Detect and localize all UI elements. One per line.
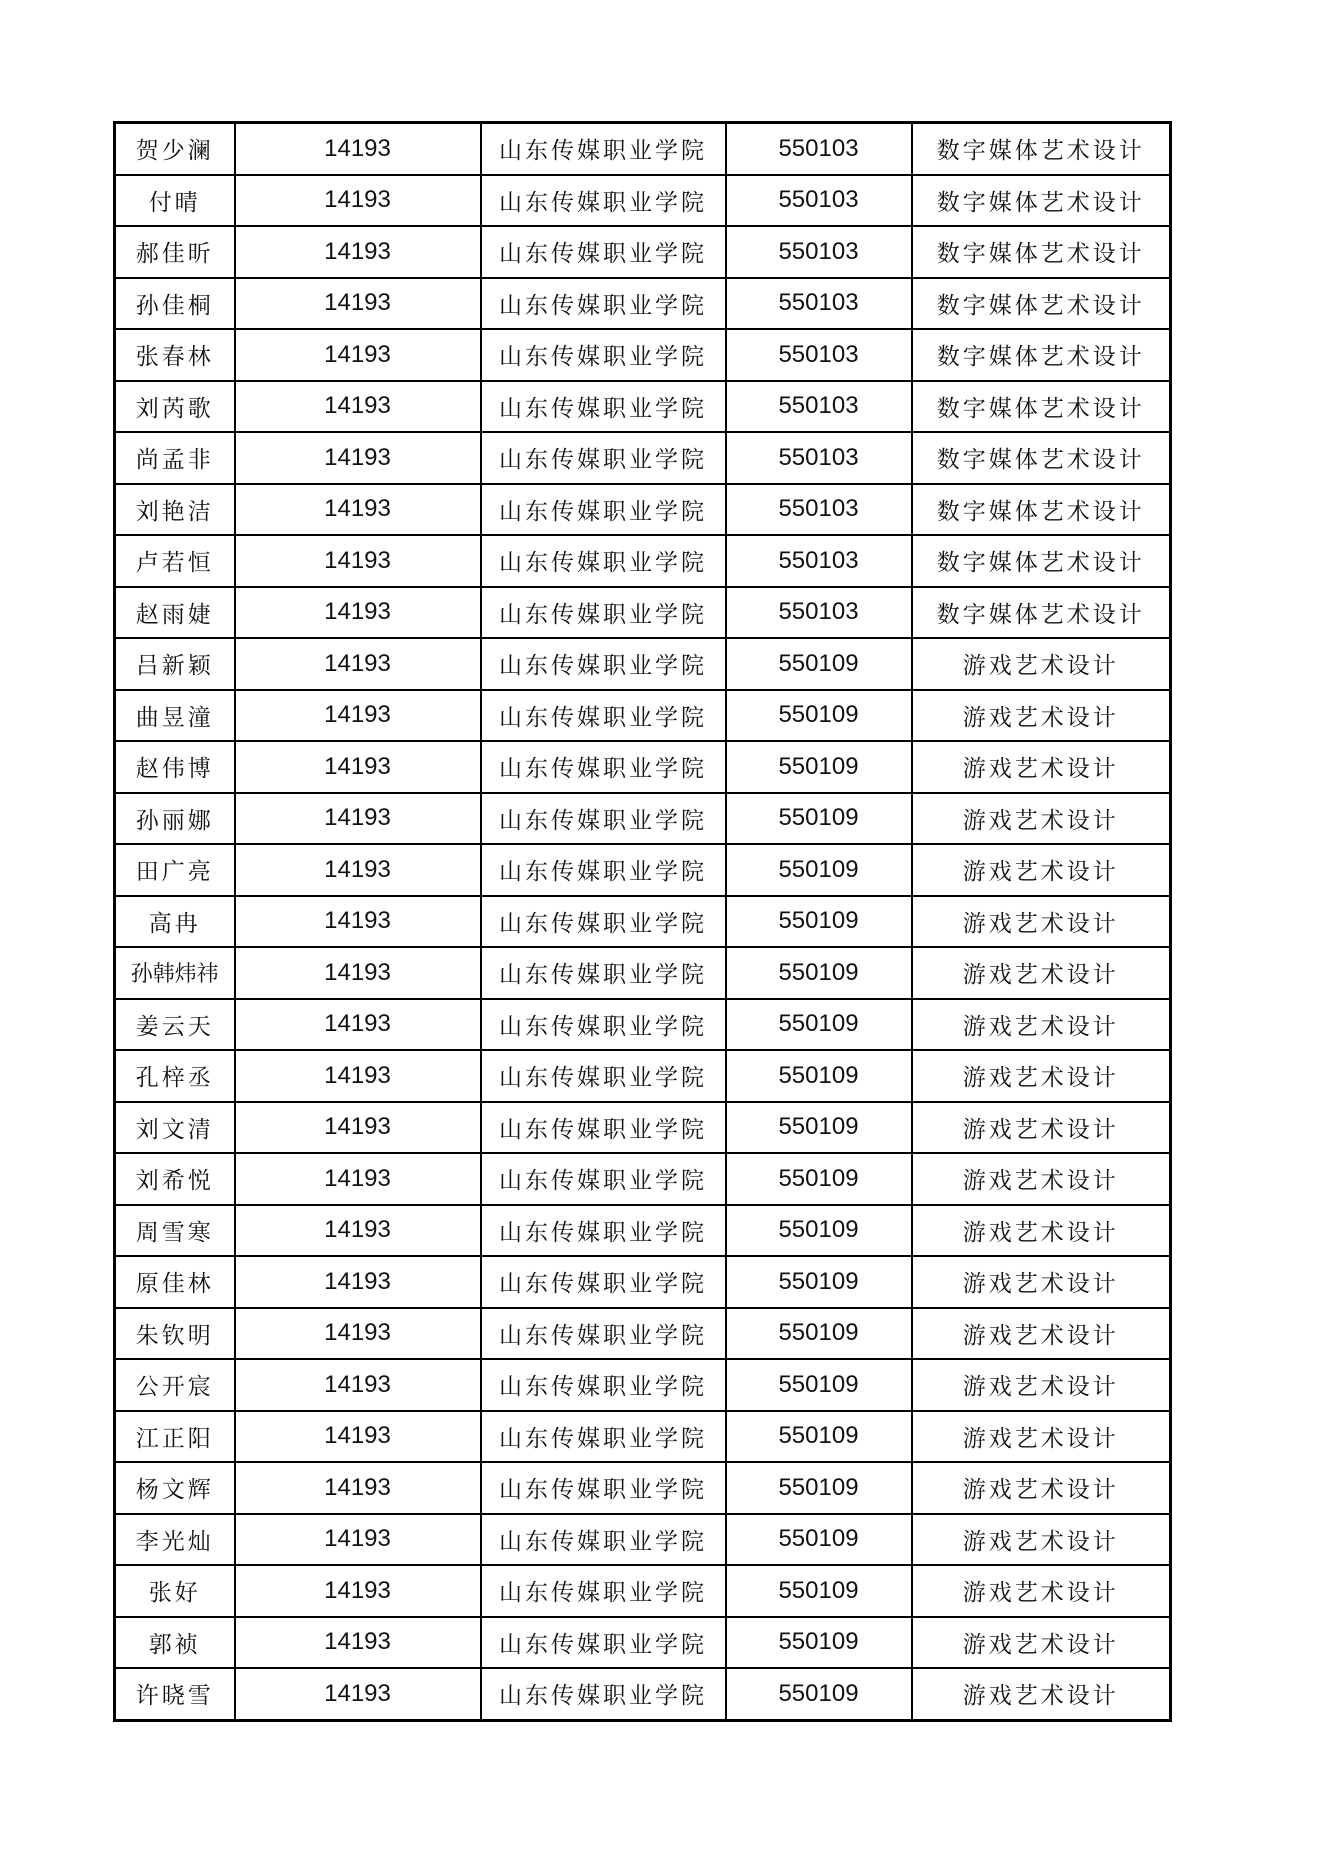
major-name-cell: 数字媒体艺术设计 bbox=[912, 329, 1171, 381]
school-name-cell: 山东传媒职业学院 bbox=[481, 1565, 726, 1617]
student-name-cell: 孙丽娜 bbox=[115, 793, 235, 845]
table-row bbox=[115, 1617, 1171, 1669]
major-code-cell: 550109 bbox=[726, 1668, 912, 1720]
school-name-cell: 山东传媒职业学院 bbox=[481, 1514, 726, 1566]
school-code-cell: 14193 bbox=[235, 947, 481, 999]
major-name-cell: 游戏艺术设计 bbox=[912, 999, 1171, 1051]
school-code-cell: 14193 bbox=[235, 1565, 481, 1617]
major-name-cell: 游戏艺术设计 bbox=[912, 793, 1171, 845]
school-code-cell: 14193 bbox=[235, 741, 481, 793]
major-name-cell: 游戏艺术设计 bbox=[912, 1256, 1171, 1308]
school-code-cell: 14193 bbox=[235, 1411, 481, 1463]
table-row bbox=[115, 587, 1171, 639]
school-name-cell: 山东传媒职业学院 bbox=[481, 226, 726, 278]
major-code-cell: 550109 bbox=[726, 638, 912, 690]
school-name-cell: 山东传媒职业学院 bbox=[481, 484, 726, 536]
major-name-cell: 游戏艺术设计 bbox=[912, 1050, 1171, 1102]
major-code-cell: 550109 bbox=[726, 1514, 912, 1566]
school-code-cell: 14193 bbox=[235, 278, 481, 330]
major-code-cell: 550109 bbox=[726, 896, 912, 948]
major-code-cell: 550109 bbox=[726, 999, 912, 1051]
table-row bbox=[115, 1462, 1171, 1514]
student-name-cell: 原佳林 bbox=[115, 1256, 235, 1308]
school-code-cell: 14193 bbox=[235, 381, 481, 433]
school-name-cell: 山东传媒职业学院 bbox=[481, 947, 726, 999]
student-name-cell: 刘希悦 bbox=[115, 1153, 235, 1205]
student-name-cell: 赵雨婕 bbox=[115, 587, 235, 639]
school-name-cell: 山东传媒职业学院 bbox=[481, 1617, 726, 1669]
school-name-cell: 山东传媒职业学院 bbox=[481, 1668, 726, 1720]
major-name-cell: 数字媒体艺术设计 bbox=[912, 226, 1171, 278]
major-code-cell: 550109 bbox=[726, 844, 912, 896]
student-name-cell: 刘文清 bbox=[115, 1102, 235, 1154]
major-name-cell: 游戏艺术设计 bbox=[912, 1514, 1171, 1566]
school-name-cell: 山东传媒职业学院 bbox=[481, 793, 726, 845]
school-name-cell: 山东传媒职业学院 bbox=[481, 381, 726, 433]
roster-table-body bbox=[115, 123, 1171, 1721]
major-name-cell: 游戏艺术设计 bbox=[912, 1359, 1171, 1411]
student-name-cell: 吕新颖 bbox=[115, 638, 235, 690]
table-row bbox=[115, 1050, 1171, 1102]
major-name-cell: 游戏艺术设计 bbox=[912, 844, 1171, 896]
school-name-cell: 山东传媒职业学院 bbox=[481, 1050, 726, 1102]
school-code-cell: 14193 bbox=[235, 1617, 481, 1669]
major-code-cell: 550109 bbox=[726, 1411, 912, 1463]
major-code-cell: 550109 bbox=[726, 1359, 912, 1411]
school-code-cell: 14193 bbox=[235, 896, 481, 948]
student-roster-table bbox=[113, 121, 1172, 1722]
major-code-cell: 550109 bbox=[726, 947, 912, 999]
school-code-cell: 14193 bbox=[235, 175, 481, 227]
table-row bbox=[115, 844, 1171, 896]
table-row bbox=[115, 1153, 1171, 1205]
major-name-cell: 数字媒体艺术设计 bbox=[912, 123, 1171, 175]
student-name-cell: 姜云天 bbox=[115, 999, 235, 1051]
major-name-cell: 数字媒体艺术设计 bbox=[912, 535, 1171, 587]
school-name-cell: 山东传媒职业学院 bbox=[481, 123, 726, 175]
school-code-cell: 14193 bbox=[235, 226, 481, 278]
school-name-cell: 山东传媒职业学院 bbox=[481, 1359, 726, 1411]
student-name-cell: 周雪寒 bbox=[115, 1205, 235, 1257]
table-row bbox=[115, 1565, 1171, 1617]
table-row bbox=[115, 896, 1171, 948]
student-name-cell: 张好 bbox=[115, 1565, 235, 1617]
table-row bbox=[115, 329, 1171, 381]
major-name-cell: 数字媒体艺术设计 bbox=[912, 432, 1171, 484]
major-code-cell: 550109 bbox=[726, 793, 912, 845]
school-code-cell: 14193 bbox=[235, 1205, 481, 1257]
major-name-cell: 游戏艺术设计 bbox=[912, 1617, 1171, 1669]
major-code-cell: 550109 bbox=[726, 1153, 912, 1205]
major-name-cell: 游戏艺术设计 bbox=[912, 947, 1171, 999]
table-row bbox=[115, 535, 1171, 587]
table-row bbox=[115, 432, 1171, 484]
school-code-cell: 14193 bbox=[235, 484, 481, 536]
student-name-cell: 田广亮 bbox=[115, 844, 235, 896]
major-code-cell: 550109 bbox=[726, 1205, 912, 1257]
school-code-cell: 14193 bbox=[235, 638, 481, 690]
major-name-cell: 游戏艺术设计 bbox=[912, 690, 1171, 742]
major-code-cell: 550103 bbox=[726, 175, 912, 227]
major-code-cell: 550103 bbox=[726, 484, 912, 536]
table-row bbox=[115, 226, 1171, 278]
school-code-cell: 14193 bbox=[235, 1514, 481, 1566]
major-name-cell: 游戏艺术设计 bbox=[912, 638, 1171, 690]
school-name-cell: 山东传媒职业学院 bbox=[481, 896, 726, 948]
school-name-cell: 山东传媒职业学院 bbox=[481, 844, 726, 896]
table-row bbox=[115, 638, 1171, 690]
school-code-cell: 14193 bbox=[235, 1050, 481, 1102]
school-name-cell: 山东传媒职业学院 bbox=[481, 1462, 726, 1514]
school-code-cell: 14193 bbox=[235, 690, 481, 742]
school-code-cell: 14193 bbox=[235, 793, 481, 845]
student-name-cell: 尚孟非 bbox=[115, 432, 235, 484]
student-name-cell: 李光灿 bbox=[115, 1514, 235, 1566]
major-name-cell: 游戏艺术设计 bbox=[912, 896, 1171, 948]
student-name-cell: 孙韩炜祎 bbox=[115, 947, 235, 999]
table-row bbox=[115, 947, 1171, 999]
major-name-cell: 数字媒体艺术设计 bbox=[912, 484, 1171, 536]
student-name-cell: 孔梓丞 bbox=[115, 1050, 235, 1102]
school-code-cell: 14193 bbox=[235, 432, 481, 484]
major-code-cell: 550109 bbox=[726, 690, 912, 742]
student-name-cell: 刘芮歌 bbox=[115, 381, 235, 433]
table-row bbox=[115, 1668, 1171, 1720]
major-code-cell: 550103 bbox=[726, 123, 912, 175]
table-row bbox=[115, 175, 1171, 227]
school-name-cell: 山东传媒职业学院 bbox=[481, 1308, 726, 1360]
student-name-cell: 高冉 bbox=[115, 896, 235, 948]
school-name-cell: 山东传媒职业学院 bbox=[481, 1256, 726, 1308]
major-code-cell: 550103 bbox=[726, 226, 912, 278]
student-name-cell: 曲昱潼 bbox=[115, 690, 235, 742]
table-row bbox=[115, 999, 1171, 1051]
major-code-cell: 550103 bbox=[726, 432, 912, 484]
school-name-cell: 山东传媒职业学院 bbox=[481, 1102, 726, 1154]
student-name-cell: 公开宸 bbox=[115, 1359, 235, 1411]
major-code-cell: 550109 bbox=[726, 1462, 912, 1514]
school-code-cell: 14193 bbox=[235, 1359, 481, 1411]
student-name-cell: 江正阳 bbox=[115, 1411, 235, 1463]
major-name-cell: 数字媒体艺术设计 bbox=[912, 587, 1171, 639]
school-name-cell: 山东传媒职业学院 bbox=[481, 741, 726, 793]
school-code-cell: 14193 bbox=[235, 844, 481, 896]
major-name-cell: 游戏艺术设计 bbox=[912, 1308, 1171, 1360]
major-code-cell: 550109 bbox=[726, 1256, 912, 1308]
table-row bbox=[115, 741, 1171, 793]
major-name-cell: 游戏艺术设计 bbox=[912, 1205, 1171, 1257]
table-row bbox=[115, 278, 1171, 330]
table-row bbox=[115, 123, 1171, 175]
student-name-cell: 刘艳洁 bbox=[115, 484, 235, 536]
major-name-cell: 游戏艺术设计 bbox=[912, 1462, 1171, 1514]
school-code-cell: 14193 bbox=[235, 1308, 481, 1360]
major-name-cell: 游戏艺术设计 bbox=[912, 1668, 1171, 1720]
school-code-cell: 14193 bbox=[235, 123, 481, 175]
major-code-cell: 550103 bbox=[726, 381, 912, 433]
school-name-cell: 山东传媒职业学院 bbox=[481, 1411, 726, 1463]
school-code-cell: 14193 bbox=[235, 535, 481, 587]
school-name-cell: 山东传媒职业学院 bbox=[481, 638, 726, 690]
student-name-cell: 杨文辉 bbox=[115, 1462, 235, 1514]
school-name-cell: 山东传媒职业学院 bbox=[481, 535, 726, 587]
table-row bbox=[115, 1102, 1171, 1154]
school-code-cell: 14193 bbox=[235, 329, 481, 381]
table-row bbox=[115, 484, 1171, 536]
major-name-cell: 数字媒体艺术设计 bbox=[912, 175, 1171, 227]
table-row bbox=[115, 690, 1171, 742]
student-name-cell: 许晓雪 bbox=[115, 1668, 235, 1720]
major-code-cell: 550103 bbox=[726, 535, 912, 587]
school-name-cell: 山东传媒职业学院 bbox=[481, 432, 726, 484]
major-code-cell: 550109 bbox=[726, 741, 912, 793]
major-name-cell: 游戏艺术设计 bbox=[912, 741, 1171, 793]
school-name-cell: 山东传媒职业学院 bbox=[481, 999, 726, 1051]
major-code-cell: 550109 bbox=[726, 1308, 912, 1360]
student-name-cell: 赵伟博 bbox=[115, 741, 235, 793]
table-row bbox=[115, 1256, 1171, 1308]
school-name-cell: 山东传媒职业学院 bbox=[481, 587, 726, 639]
major-name-cell: 数字媒体艺术设计 bbox=[912, 381, 1171, 433]
school-name-cell: 山东传媒职业学院 bbox=[481, 1205, 726, 1257]
school-code-cell: 14193 bbox=[235, 1153, 481, 1205]
major-name-cell: 数字媒体艺术设计 bbox=[912, 278, 1171, 330]
major-name-cell: 游戏艺术设计 bbox=[912, 1411, 1171, 1463]
school-name-cell: 山东传媒职业学院 bbox=[481, 278, 726, 330]
school-name-cell: 山东传媒职业学院 bbox=[481, 329, 726, 381]
school-code-cell: 14193 bbox=[235, 999, 481, 1051]
student-name-cell: 郭祯 bbox=[115, 1617, 235, 1669]
table-row bbox=[115, 1514, 1171, 1566]
student-name-cell: 孙佳桐 bbox=[115, 278, 235, 330]
student-name-cell: 卢若恒 bbox=[115, 535, 235, 587]
major-code-cell: 550109 bbox=[726, 1617, 912, 1669]
major-name-cell: 游戏艺术设计 bbox=[912, 1565, 1171, 1617]
major-name-cell: 游戏艺术设计 bbox=[912, 1102, 1171, 1154]
table-row bbox=[115, 1308, 1171, 1360]
table-row bbox=[115, 381, 1171, 433]
table-row bbox=[115, 1411, 1171, 1463]
school-code-cell: 14193 bbox=[235, 587, 481, 639]
student-name-cell: 贺少澜 bbox=[115, 123, 235, 175]
major-name-cell: 游戏艺术设计 bbox=[912, 1153, 1171, 1205]
major-code-cell: 550103 bbox=[726, 278, 912, 330]
table-row bbox=[115, 793, 1171, 845]
major-code-cell: 550103 bbox=[726, 587, 912, 639]
student-name-cell: 张春林 bbox=[115, 329, 235, 381]
table-row bbox=[115, 1205, 1171, 1257]
major-code-cell: 550109 bbox=[726, 1050, 912, 1102]
school-name-cell: 山东传媒职业学院 bbox=[481, 690, 726, 742]
school-name-cell: 山东传媒职业学院 bbox=[481, 175, 726, 227]
student-name-cell: 郝佳昕 bbox=[115, 226, 235, 278]
table-row bbox=[115, 1359, 1171, 1411]
school-code-cell: 14193 bbox=[235, 1256, 481, 1308]
student-name-cell: 付晴 bbox=[115, 175, 235, 227]
major-code-cell: 550103 bbox=[726, 329, 912, 381]
school-code-cell: 14193 bbox=[235, 1668, 481, 1720]
major-code-cell: 550109 bbox=[726, 1102, 912, 1154]
school-name-cell: 山东传媒职业学院 bbox=[481, 1153, 726, 1205]
school-code-cell: 14193 bbox=[235, 1462, 481, 1514]
school-code-cell: 14193 bbox=[235, 1102, 481, 1154]
student-name-cell: 朱钦明 bbox=[115, 1308, 235, 1360]
major-code-cell: 550109 bbox=[726, 1565, 912, 1617]
